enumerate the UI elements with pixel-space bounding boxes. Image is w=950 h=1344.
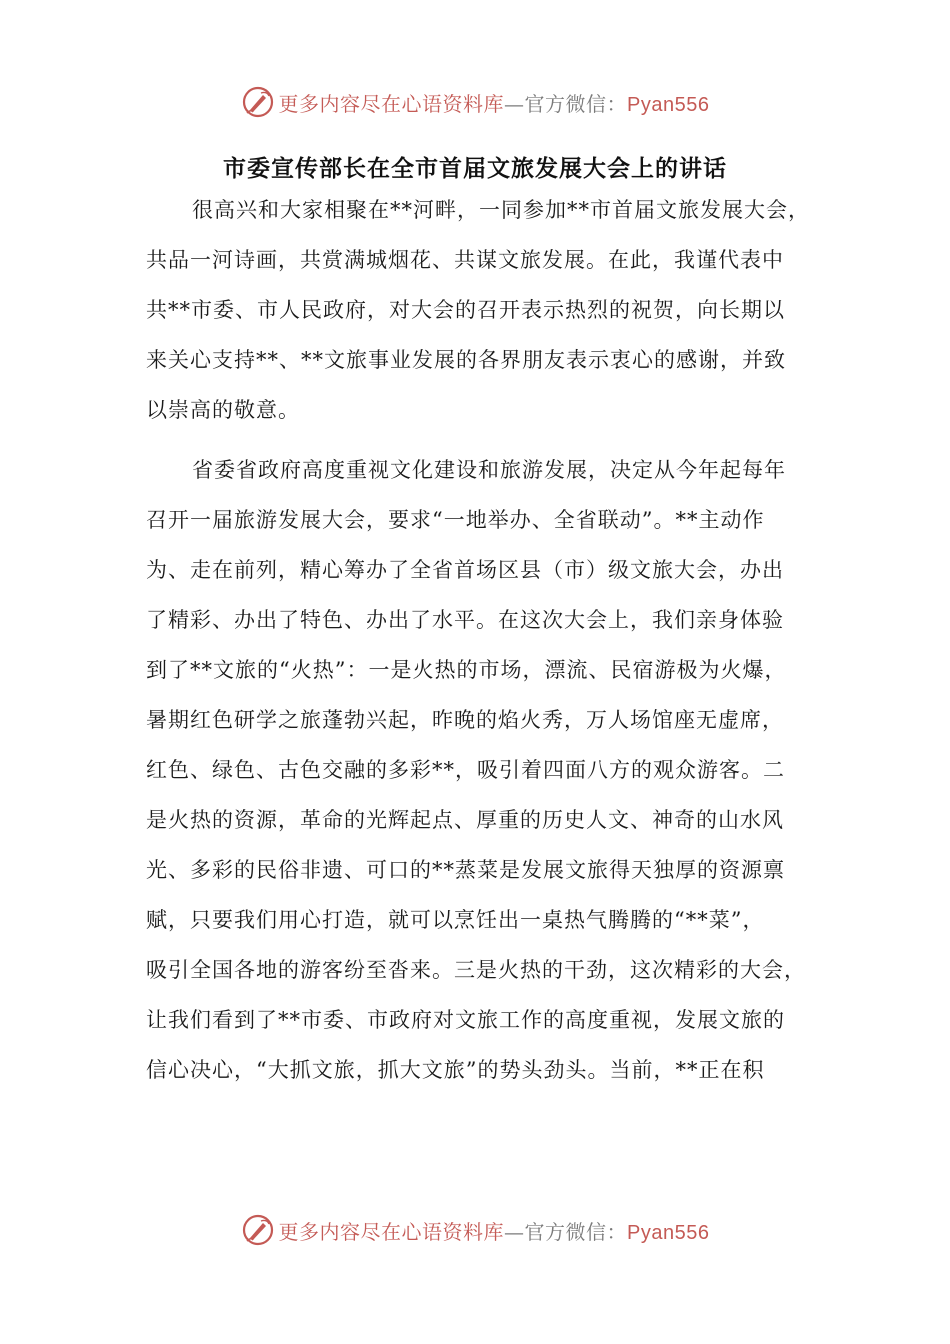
text-line: 以崇高的敬意。	[146, 398, 300, 422]
banner-gray-text: —官方微信：	[504, 91, 628, 116]
text-line: 省委省政府高度重视文化建设和旅游发展，决定从今年起每年	[192, 458, 786, 482]
text-line: 了精彩、办出了特色、办出了水平。在这次大会上，我们亲身体验	[146, 608, 784, 632]
text-line: 赋，只要我们用心打造，就可以烹饪出一桌热气腾腾的“**菜”，	[146, 908, 765, 932]
banner-wechat-id: Pyan556	[627, 1221, 710, 1244]
text-line: 为、走在前列，精心筹办了全省首场区县（市）级文旅大会，办出	[146, 558, 784, 582]
footer-banner	[0, 1210, 950, 1250]
banner-text	[279, 1216, 710, 1245]
text-line: 红色、绿色、古色交融的多彩**，吸引着四面八方的观众游客。二	[146, 758, 785, 782]
banner-gray-text: —官方微信：	[504, 1219, 628, 1244]
paragraph-1	[146, 185, 810, 435]
banner-text	[279, 88, 710, 117]
text-line: 共品一河诗画，共赏满城烟花、共谋文旅发展。在此，我谨代表中	[146, 248, 784, 272]
banner-red-text: 更多内容尽在心语资料库	[278, 1219, 505, 1244]
banner-red-text: 更多内容尽在心语资料库	[278, 91, 505, 116]
text-line: 暑期红色研学之旅蓬勃兴起，昨晚的焰火秀，万人场馆座无虚席，	[146, 708, 784, 732]
document-title: 市委宣传部长在全市首届文旅发展大会上的讲话	[223, 156, 727, 182]
text-line: 召开一届旅游发展大会，要求“一地举办、全省联动”。**主动作	[146, 508, 765, 532]
document-body	[146, 185, 810, 1095]
text-line: 让我们看到了**市委、市政府对文旅工作的高度重视，发展文旅的	[146, 1008, 785, 1032]
text-line: 来关心支持**、**文旅事业发展的各界朋友表示衷心的感谢，并致	[146, 348, 786, 372]
text-line: 光、多彩的民俗非遗、可口的**蒸菜是发展文旅得天独厚的资源禀	[146, 858, 785, 882]
text-line: 到了**文旅的“火热”：一是火热的市场，漂流、民宿游极为火爆，	[146, 658, 787, 682]
pen-logo-icon	[241, 85, 275, 119]
text-line: 吸引全国各地的游客纷至沓来。三是火热的干劲，这次精彩的大会，	[146, 958, 806, 982]
paragraph-2	[146, 445, 806, 1095]
text-line: 信心决心，“大抓文旅，抓大文旅”的势头劲头。当前，**正在积	[146, 1058, 765, 1082]
pen-logo-icon	[241, 1213, 275, 1247]
text-line: 是火热的资源，革命的光辉起点、厚重的历史人文、神奇的山水风	[146, 808, 784, 832]
text-line: 共**市委、市人民政府，对大会的召开表示热烈的祝贺，向长期以	[146, 298, 785, 322]
header-banner	[0, 82, 950, 122]
banner-wechat-id: Pyan556	[627, 93, 710, 116]
text-line: 很高兴和大家相聚在**河畔，一同参加**市首届文旅发展大会，	[192, 198, 810, 222]
